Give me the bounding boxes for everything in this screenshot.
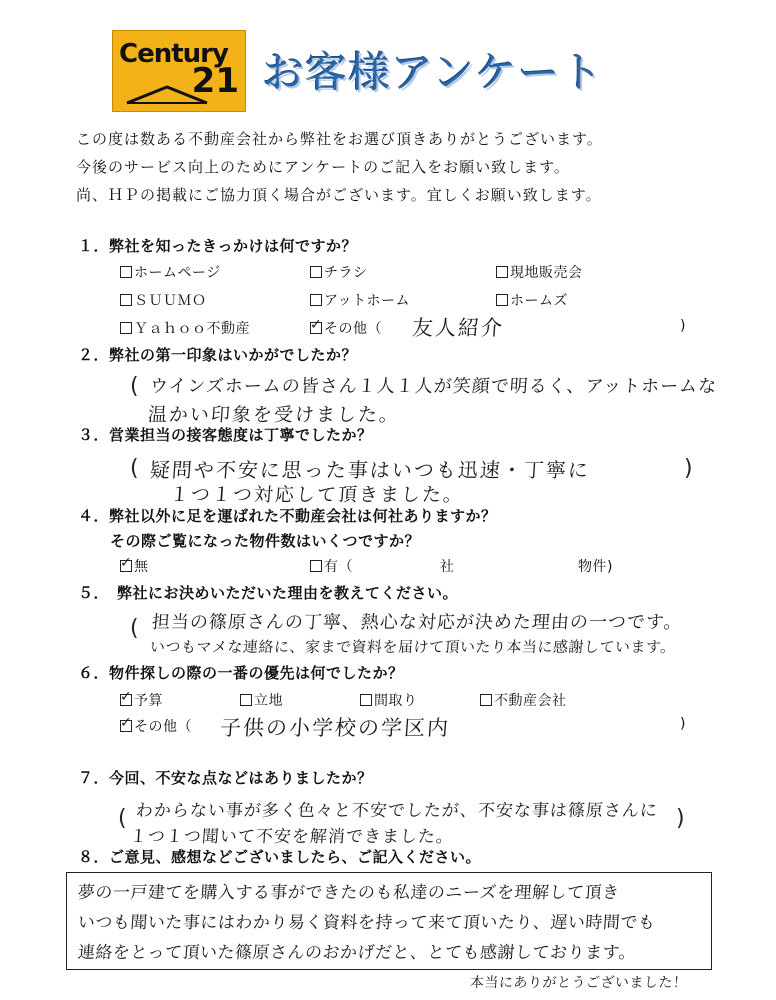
q7-close-paren: ) [676, 806, 685, 831]
intro-line-3: 尚、ＨＰの掲載にご協力頂く場合がございます。宜しくお願い致します。 [76, 186, 602, 204]
survey-title: お客様アンケート [262, 48, 604, 97]
q6-question: ６．物件探しの際の一番の優先は何でしたか？ [78, 664, 404, 682]
q2-question: ２．弊社の第一印象はいかがでしたか？ [78, 346, 358, 364]
q8-answer-line-3: 連絡をとって頂いた篠原さんのおかげだと、とても感謝しております。 [77, 943, 637, 963]
q2-answer-line-1: ウインズホームの皆さん１人１人が笑顔で明るく、アットホームな [149, 376, 718, 397]
checked-checkbox-icon[interactable] [120, 720, 132, 732]
q1-option-other[interactable]: ✓ その他（ [310, 318, 382, 338]
q7-question: ７．今回、不安な点などはありましたか？ [78, 769, 373, 787]
q5-answer-line-1: 担当の篠原さんの丁寧、熱心な対応が決めた理由の一つです。 [151, 612, 684, 633]
q1-close-paren: ) [680, 318, 686, 334]
q8-signoff: 本当にありがとうございました！ [469, 975, 688, 991]
q4-question-2: その際ご覧になった物件数はいくつですか？ [110, 532, 421, 550]
checked-checkbox-icon[interactable] [120, 694, 132, 706]
q7-answer-line-2: １つ１つ聞いて不安を解消できました。 [129, 827, 455, 847]
q5-open-paren: ( [130, 616, 139, 641]
q6-answer: 子供の小学校の学区内 [219, 716, 451, 740]
q5-answer-line-2: いつもマメな連絡に、家まで資料を届けて頂いたり本当に感謝しています。 [149, 638, 677, 656]
q4-option-yes[interactable]: 有（ [310, 556, 353, 576]
checkbox-icon[interactable] [310, 266, 322, 278]
q2-open-paren: ( [130, 374, 139, 399]
q4-option-none[interactable]: ✓無 [120, 556, 149, 576]
q1-option-homes[interactable]: ホームズ [496, 290, 568, 310]
q4-question: ４．弊社以外に足を運ばれた不動産会社は何社ありますか？ [78, 507, 497, 525]
checkbox-icon[interactable] [310, 294, 322, 306]
q8-question: ８．ご意見、感想などございましたら、ご記入ください。 [78, 848, 482, 866]
q4-properties-label: 物件) [578, 559, 613, 575]
q7-open-paren: ( [118, 806, 127, 831]
q6-option-location[interactable]: 立地 [240, 690, 283, 710]
checkbox-icon[interactable] [240, 694, 252, 706]
checked-checkbox-icon[interactable] [310, 322, 322, 334]
checkbox-icon[interactable] [360, 694, 372, 706]
q3-answer-line-2: １つ１つ対応して頂きました。 [169, 484, 465, 506]
q1-question: １．弊社を知ったきっかけは何ですか？ [78, 237, 358, 255]
q4-companies-label: 社 [440, 559, 455, 575]
q8-answer-line-1: 夢の一戸建てを購入する事ができたのも私達のニーズを理解して頂き [77, 883, 621, 903]
checkbox-icon[interactable] [480, 694, 492, 706]
q3-open-paren: ( [130, 456, 139, 481]
q5-question: ５． 弊社にお決めいただいた理由を教えてください。 [78, 584, 459, 602]
q7-answer-line-1: わからない事が多く色々と不安でしたが、不安な事は篠原さんに [135, 801, 659, 821]
q6-option-other[interactable]: ✓その他（ [120, 716, 192, 736]
q3-answer-line-1: 疑問や不安に思った事はいつも迅速・丁寧に [149, 458, 591, 482]
intro-line-2: 今後のサービス向上のためにアンケートのご記入をお願い致します。 [76, 158, 570, 176]
q1-answer: 友人紹介 [411, 316, 505, 340]
q6-close-paren: ) [680, 716, 686, 732]
checkbox-icon[interactable] [310, 560, 322, 572]
q8-answer-line-2: いつも聞いた事にはわかり易く資料を持って来て頂いたり、遅い時間でも [77, 913, 657, 933]
checkbox-icon[interactable] [496, 294, 508, 306]
q1-option-homepage[interactable]: ホームページ [120, 262, 221, 282]
logo-number: 21 [191, 61, 239, 101]
checked-checkbox-icon[interactable] [120, 560, 132, 572]
q1-option-flyer[interactable]: チラシ [310, 262, 368, 282]
q1-option-suumo[interactable]: ＳＵＵＭＯ [120, 290, 207, 310]
q3-close-paren: ) [684, 456, 693, 481]
q1-option-yahoo[interactable]: Ｙａｈｏｏ不動産 [120, 318, 250, 338]
q6-option-budget[interactable]: ✓予算 [120, 690, 163, 710]
q6-option-layout[interactable]: 間取り [360, 690, 418, 710]
century21-logo [112, 30, 246, 112]
checkbox-icon[interactable] [496, 266, 508, 278]
house-roof-icon [125, 83, 209, 105]
q6-option-agency[interactable]: 不動産会社 [480, 690, 567, 710]
q1-option-athome[interactable]: アットホーム [310, 290, 410, 310]
q3-question: ３．営業担当の接客態度は丁寧でしたか？ [78, 426, 373, 444]
checkbox-icon[interactable] [120, 294, 132, 306]
checkbox-icon[interactable] [120, 266, 132, 278]
intro-line-1: この度は数ある不動産会社から弊社をお選び頂きありがとうございます。 [76, 130, 603, 148]
logo-word: Century [119, 39, 228, 69]
q2-answer-line-2: 温かい印象を受けました。 [147, 404, 401, 426]
q1-option-open-house[interactable]: 現地販売会 [496, 262, 583, 282]
checkbox-icon[interactable] [120, 322, 132, 334]
